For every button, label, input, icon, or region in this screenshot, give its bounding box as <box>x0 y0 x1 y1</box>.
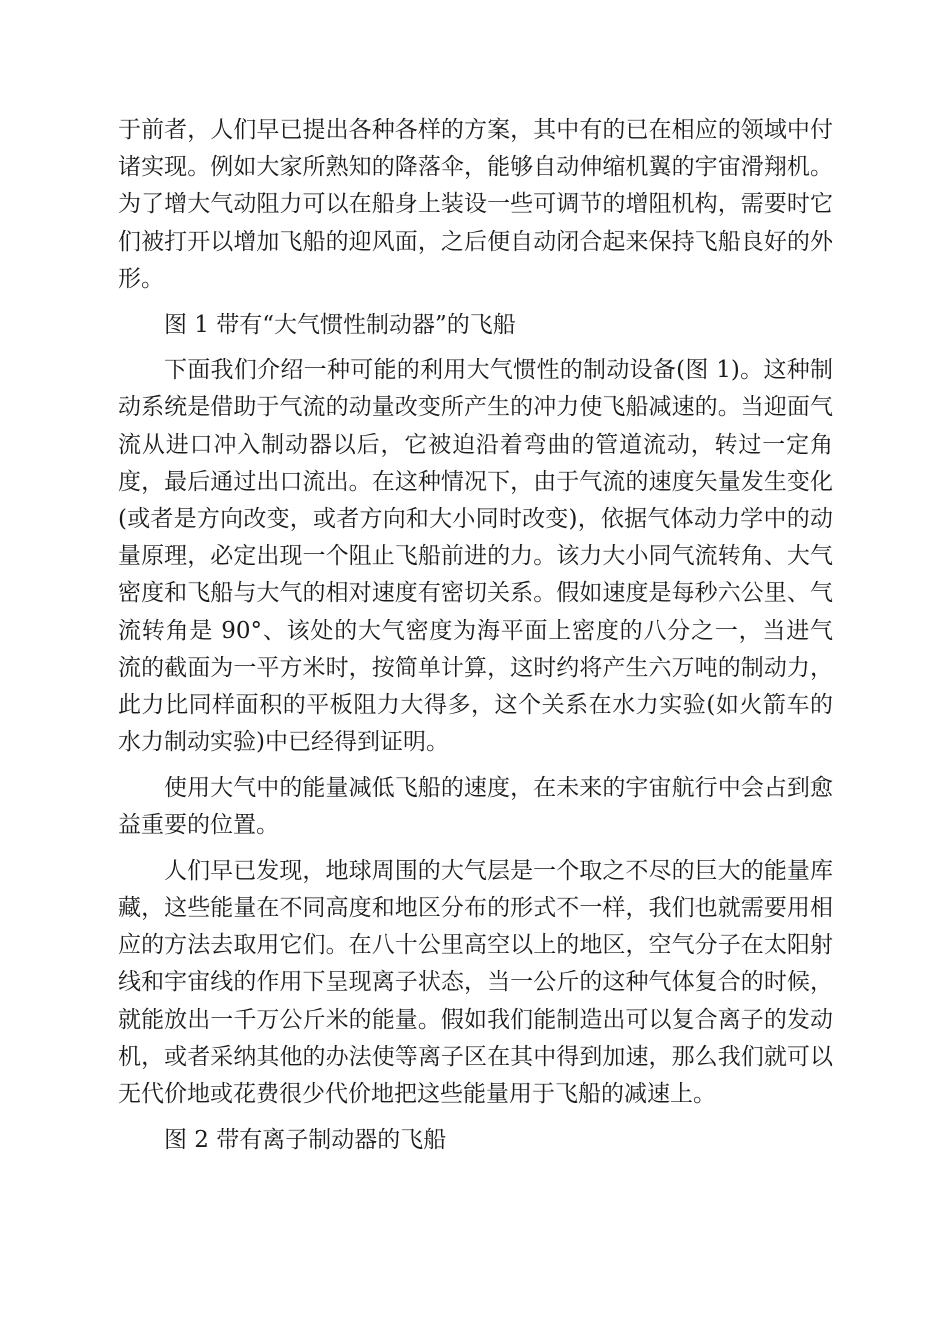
paragraph-atmosphere-energy: 使用大气中的能量减低飞船的速度，在未来的宇宙航行中会占到愈益重要的位置。 <box>118 774 833 839</box>
figure-1-caption: 图 1 带有“大气惯性制动器”的飞船 <box>164 311 516 338</box>
figure-2-caption: 图 2 带有离子制动器的飞船 <box>164 1126 447 1153</box>
paragraph-continuation: 于前者，人们早已提出各种各样的方案，其中有的已在相应的领域中付诸实现。例如大家所熟知的降落伞，能够自动伸缩机翼的宇宙滑翔机。为了增大气动阻力可以在船身上装设一些可调节的增阻机构，需要时它们被打开以增加飞船的迎风面，之后便自动闭合起来保持飞船良好的外形。 <box>118 117 833 292</box>
document-page <box>118 112 833 1159</box>
paragraph-ion-energy: 人们早已发现，地球周围的大气层是一个取之不尽的巨大的能量库藏，这些能量在不同高度和地区分布的形式不一样，我们也就需要用相应的方法去取用它们。在八十公里高空以上的地区，空气分子在太阳射线和宇宙线的作用下呈现离子状态，当一公斤的这种气体复合的时候，就能放出一千万公斤米的能量。假如我们能制造出可以复合离子的发动机，或者采纳其他的办法使等离子区在其中得到加速，那么我们就可以无代价地或花费很少代价地把这些能量用于飞船的减速上。 <box>118 857 833 1108</box>
paragraph-inertia-brake: 下面我们介绍一种可能的利用大气惯性的制动设备(图 1)。这种制动系统是借助于气流的动量改变所产生的冲力使飞船减速的。当迎面气流从进口冲入制动器以后，它被迫沿着弯曲的管道流动，转过一定角度，最后通过出口流出。在这种情况下，由于气流的速度矢量发生变化(或者是方向改变，或者方向和大小同时改变)，依据气体动力学中的动量原理，必定出现一个阻止飞船前进的力。该力大小同气流转角、大气密度和飞船与大气的相对速度有密切关系。假如速度是每秒六公里、气流转角是 90°、该处的大气密度为海平面上密度的八分之一，当进气流的截面为一平方米时，按简单计算，这时约将产生六万吨的制动力，此力比同样面积的平板阻力大得多，这个关系在水力实验(如火箭车的水力制动实验)中已经得到证明。 <box>118 357 833 756</box>
